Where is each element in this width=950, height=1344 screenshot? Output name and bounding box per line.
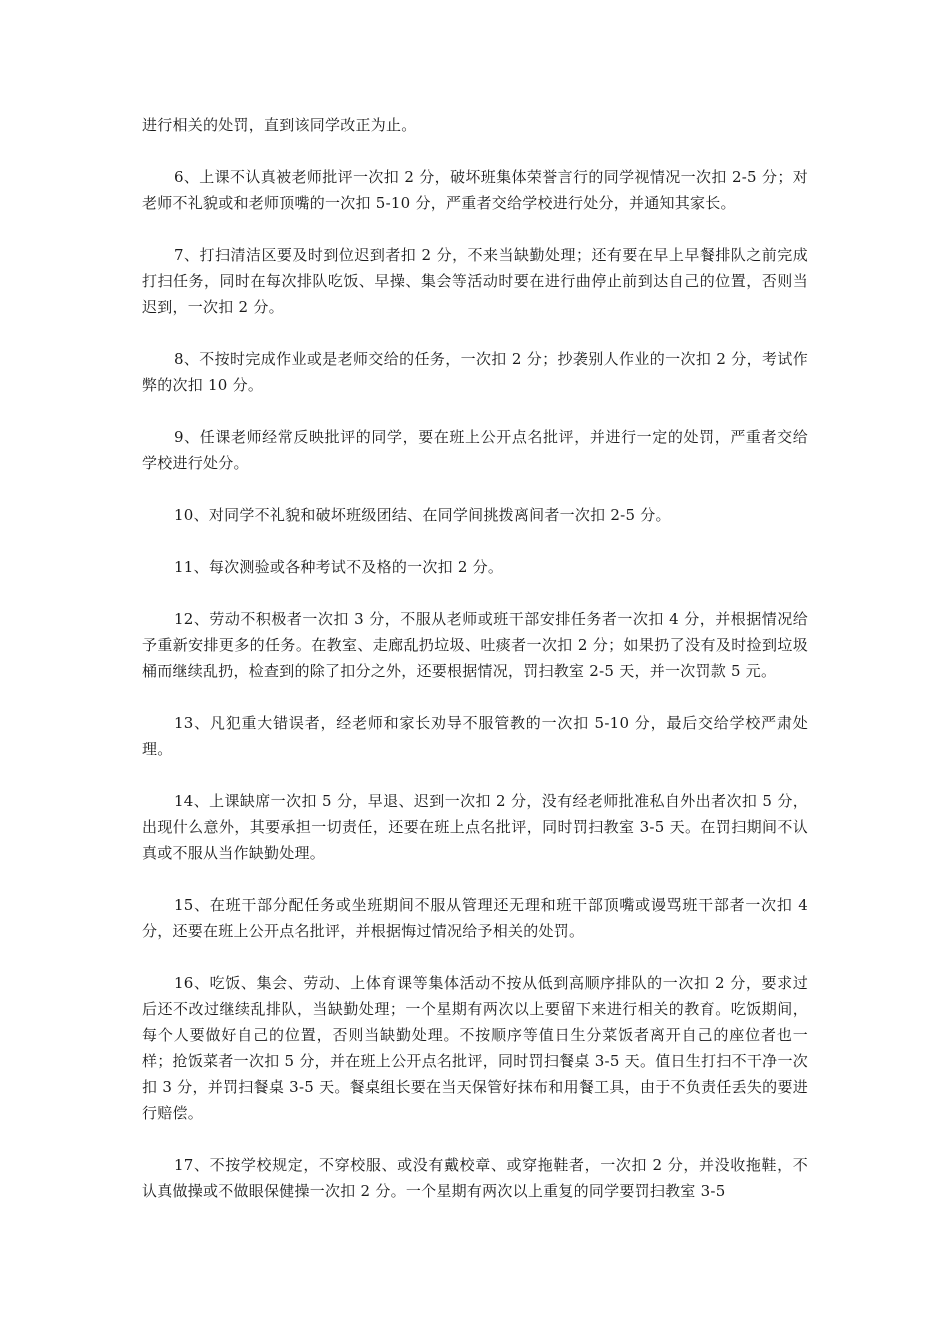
rule-10: 10、对同学不礼貌和破坏班级团结、在同学间挑拨离间者一次扣 2-5 分。 <box>174 506 671 524</box>
rule-6: 6、上课不认真被老师批评一次扣 2 分，破坏班集体荣誉言行的同学视情况一次扣 2-5 分；对老师不礼貌或和老师顶嘴的一次扣 5-10 分，严重者交给学校进行处分，并通知其家长。 <box>142 168 808 212</box>
rule-16: 16、吃饭、集会、劳动、上体育课等集体活动不按从低到高顺序排队的一次扣 2 分，要求过后还不改过继续乱排队，当缺勤处理；一个星期有两次以上要留下来进行相关的教育。吃饭期间，每个人要做好自己的位置，否则当缺勤处理。不按顺序等值日生分菜饭者离开自己的座位者也一样；抢饭菜者一次扣 5 分，并在班上公开点名批评，同时罚扫餐桌 3-5 天。值日生打扫不干净一次扣 3 分，并罚扫餐桌 3-5 天。餐桌组长要在当天保管好抹布和用餐工具，由于不负责任丢失的要进行赔偿。 <box>142 974 808 1122</box>
rule-11: 11、每次测验或各种考试不及格的一次扣 2 分。 <box>174 558 504 576</box>
rule-9: 9、任课老师经常反映批评的同学，要在班上公开点名批评，并进行一定的处罚，严重者交给学校进行处分。 <box>142 428 808 472</box>
rule-13: 13、凡犯重大错误者，经老师和家长劝导不服管教的一次扣 5-10 分，最后交给学校严肃处理。 <box>142 714 808 758</box>
rule-14: 14、上课缺席一次扣 5 分，早退、迟到一次扣 2 分，没有经老师批准私自外出者次扣 5 分，出现什么意外，其要承担一切责任，还要在班上点名批评，同时罚扫教室 3-5 天。在罚扫期间不认真或不服从当作缺勤处理。 <box>142 792 808 862</box>
paragraph-continuation: 进行相关的处罚，直到该同学改正为止。 <box>142 116 417 134</box>
rule-15: 15、在班干部分配任务或坐班期间不服从管理还无理和班干部顶嘴或谩骂班干部者一次扣 4 分，还要在班上公开点名批评，并根据悔过情况给予相关的处罚。 <box>142 896 808 940</box>
rule-8: 8、不按时完成作业或是老师交给的任务，一次扣 2 分；抄袭别人作业的一次扣 2 分，考试作弊的次扣 10 分。 <box>142 350 808 394</box>
rule-17: 17、不按学校规定，不穿校服、或没有戴校章、或穿拖鞋者，一次扣 2 分，并没收拖鞋，不认真做操或不做眼保健操一次扣 2 分。一个星期有两次以上重复的同学要罚扫教室 3-5 <box>142 1156 808 1200</box>
rule-12: 12、劳动不积极者一次扣 3 分，不服从老师或班干部安排任务者一次扣 4 分，并根据情况给予重新安排更多的任务。在教室、走廊乱扔垃圾、吐痰者一次扣 2 分；如果扔了没有及时捡到垃圾桶而继续乱扔，检查到的除了扣分之外，还要根据情况，罚扫教室 2-5 天，并一次罚款 5 元。 <box>142 610 809 680</box>
rule-7: 7、打扫清洁区要及时到位迟到者扣 2 分，不来当缺勤处理；还有要在早上早餐排队之前完成打扫任务，同时在每次排队吃饭、早操、集会等活动时要在进行曲停止前到达自己的位置，否则当迟到，一次扣 2 分。 <box>142 246 808 316</box>
